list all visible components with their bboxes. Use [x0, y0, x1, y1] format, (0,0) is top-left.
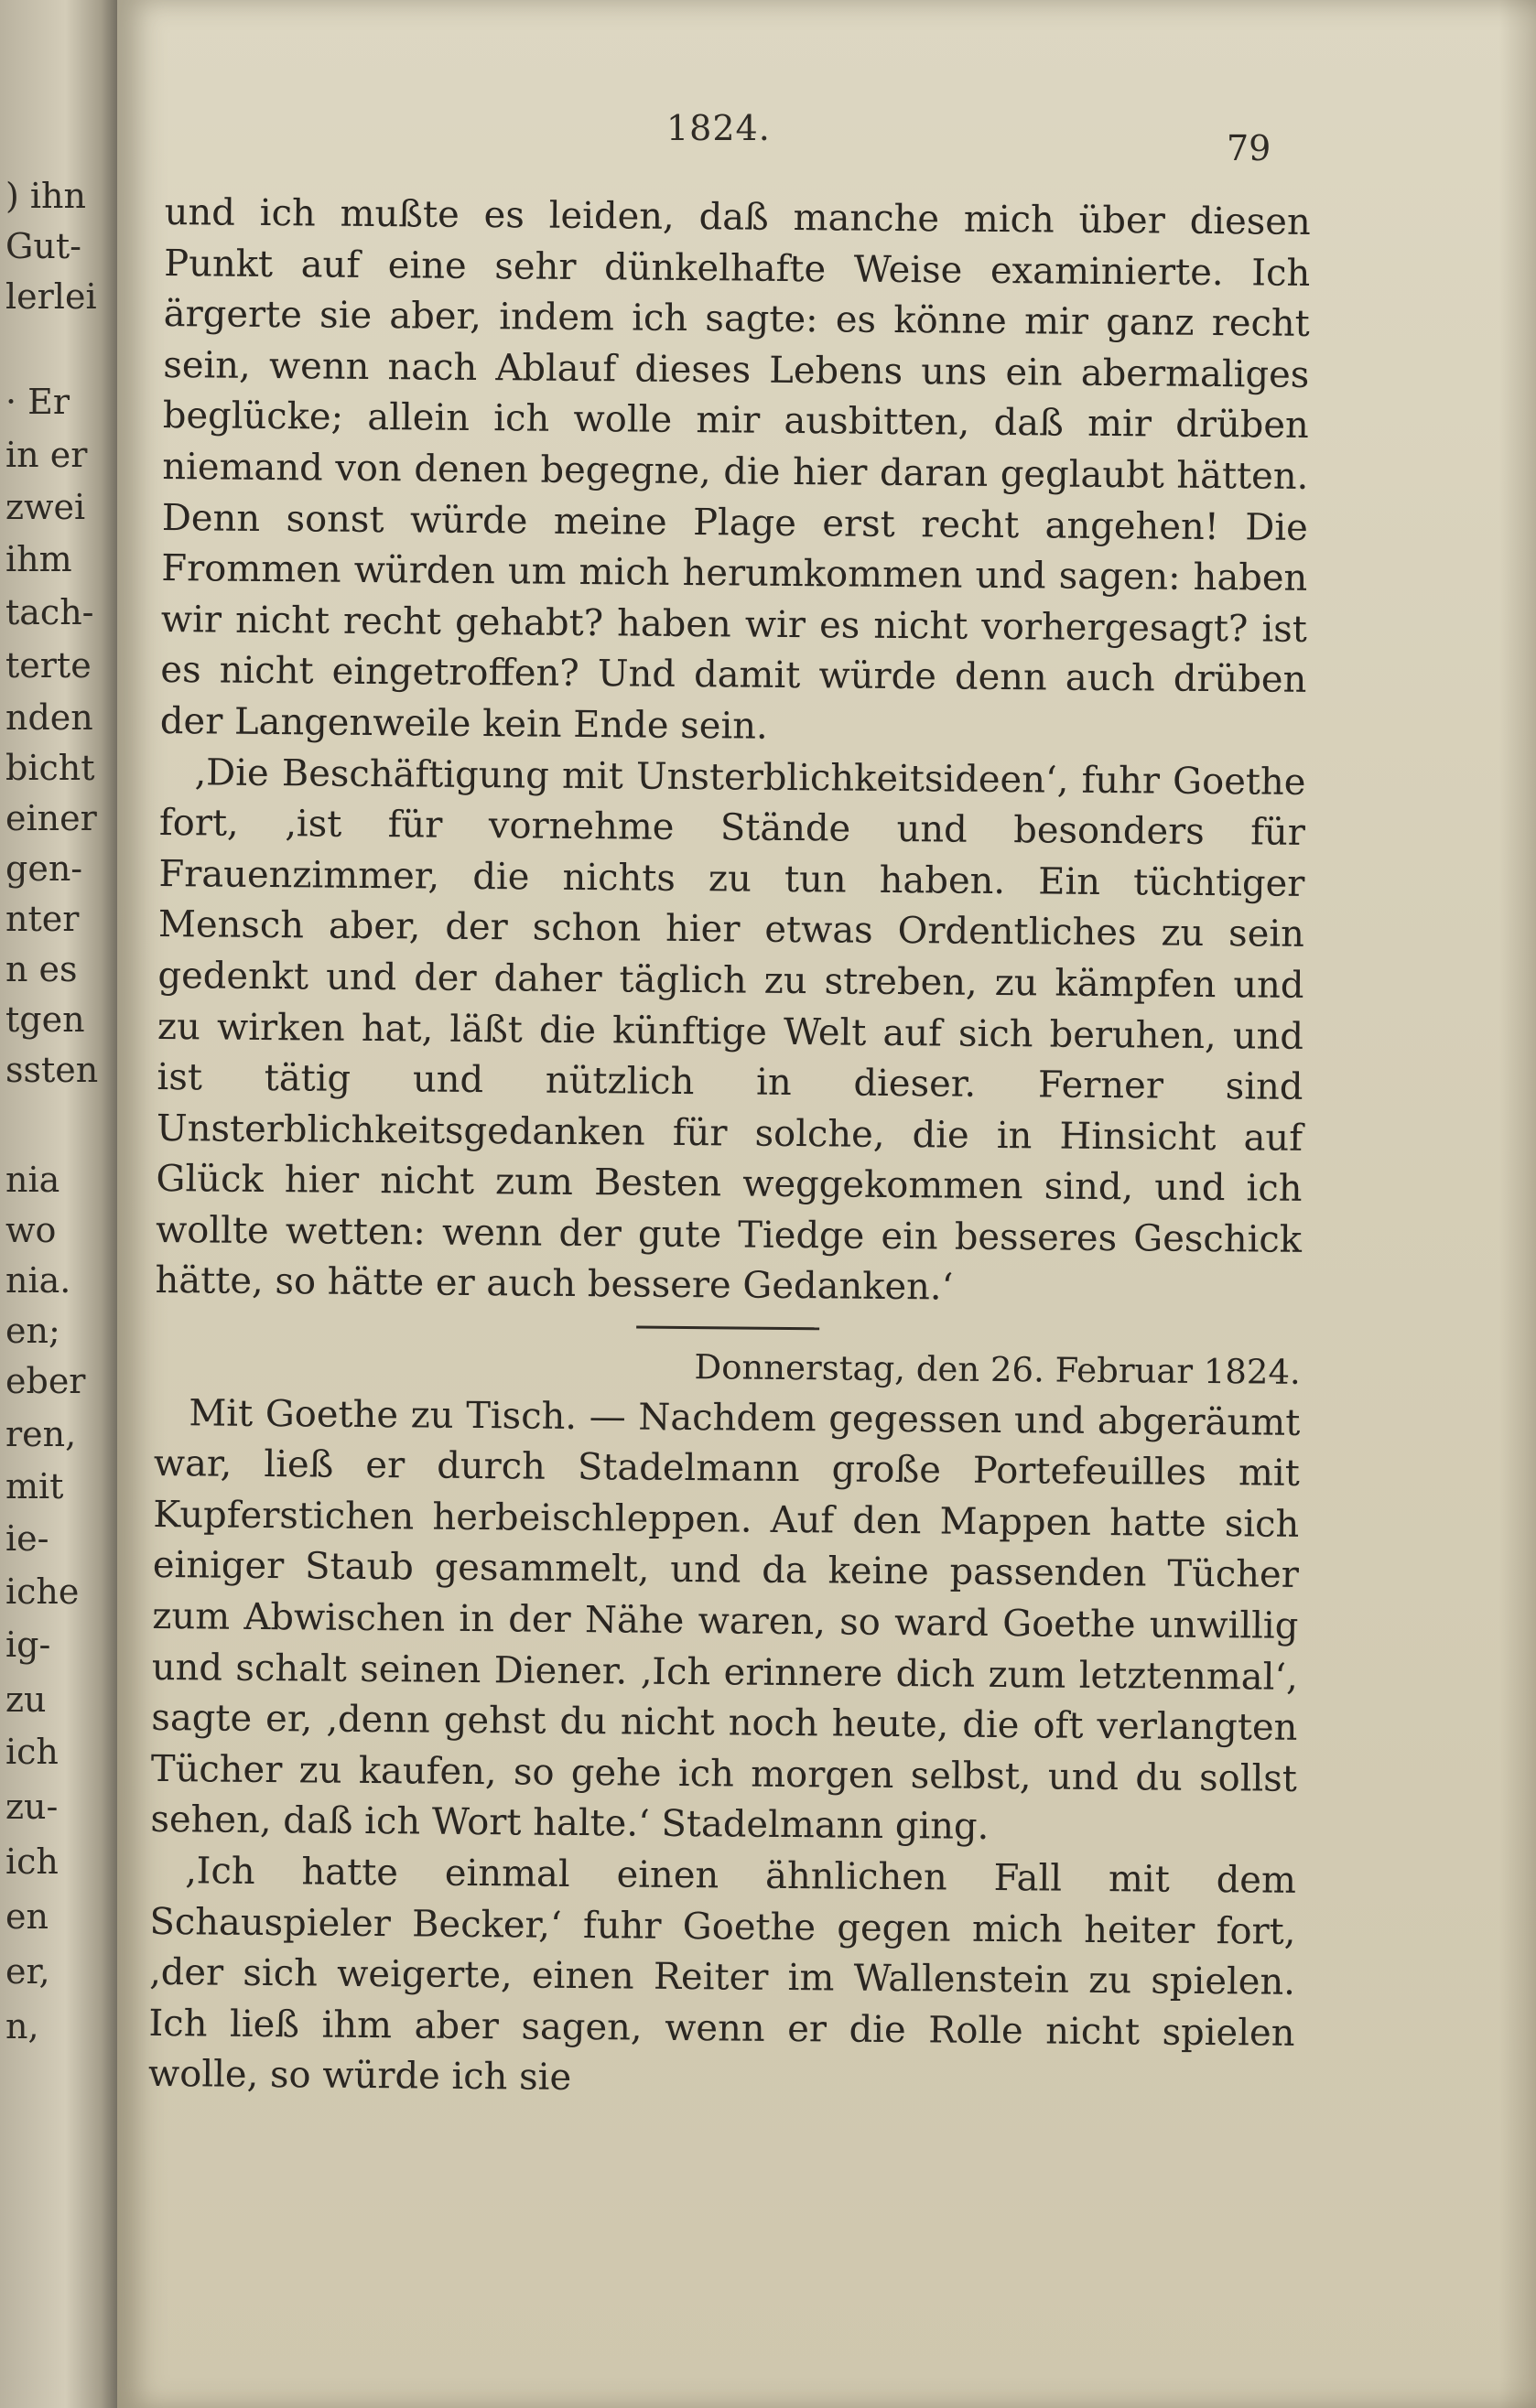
left-page-fragment: ich: [5, 1841, 59, 1882]
left-page-fragment: ren,: [5, 1414, 77, 1454]
left-page-fragment: nden: [5, 697, 93, 738]
body-text: [148, 188, 1311, 2111]
left-page-fragment: nia: [5, 1160, 60, 1200]
book-page: [117, 0, 1536, 2408]
section-divider: [636, 1326, 819, 1331]
left-page-fragment: · Er: [5, 382, 70, 422]
left-page-fragment: n,: [5, 2006, 39, 2046]
left-page-fragment: tgen: [5, 999, 85, 1040]
left-page-fragment: ig-: [5, 1625, 51, 1665]
page-number: 79: [1227, 128, 1271, 168]
left-page-fragment: tach-: [5, 592, 94, 632]
left-page-fragment: zu-: [5, 1787, 59, 1827]
left-page-fragment: gen-: [5, 848, 83, 889]
left-page-fragment: mit: [5, 1466, 64, 1506]
left-page-fragment: n es: [5, 949, 78, 989]
entry-dateline: Donnerstag, den 26. Februar 1824.: [694, 1347, 1301, 1392]
paragraph: ‚Die Beschäftigung mit Unsterblichkeitsideen‘, fuhr Goethe fort, ‚ist für vornehme Stände und besonders für Frauenzimmer, die nichts zu tun haben. Ein tüchtiger Mensch aber, der schon hier etwas Ordentliches zu sein gedenkt und der daher täglich zu streben, zu kämpfen und zu wirken hat, läßt die künftige Welt auf sich beruhen, und ist tätig und nützlich in dieser. Ferner sind Unsterblichkeitsgedanken für solche, die in Hinsicht auf Glück hier nicht zum Besten weggekommen sind, und ich wollte wetten: wenn der gute Tiedge ein besseres Geschick hätte, so hätte er auch bessere Gedanken.‘: [155, 750, 1306, 1310]
paragraph: Mit Goethe zu Tisch. — Nachdem gegessen und abgeräumt war, ließ er durch Stadelmann große Portefeuilles mit Kupferstichen herbeischleppen. Auf den Mappen hatte sich einiger Staub gesammelt, und da keine passenden Tücher zum Abwischen in der Nähe waren, so ward Goethe unwillig und schalt seinen Diener. ‚Ich erinnere dich zum letztenmal‘, sagte er, ‚denn gehst du nicht noch heute, die oft verlangten Tücher zu kaufen, so gehe ich morgen selbst, und du sollst sehen, daß ich Wort halte.‘ Stadelmann ging.: [150, 1391, 1301, 1849]
left-page-fragment: in er: [5, 435, 88, 475]
left-page-fragment: bicht: [5, 748, 95, 788]
left-page-fragment: zwei: [5, 487, 86, 527]
left-page-fragment: ie-: [5, 1518, 49, 1559]
left-page-fragment: en;: [5, 1311, 60, 1351]
left-page-fragment: er,: [5, 1951, 50, 1992]
left-page-fragment: ich: [5, 1732, 59, 1772]
paragraph: und ich mußte es leiden, daß manche mich über diesen Punkt auf eine sehr dünkelhafte Weise examinierte. Ich ärgerte sie aber, indem ich sagte: es könne mir ganz recht sein, wenn nach Ablauf dieses Lebens uns ein abermaliges beglücke; allein ich wolle mir ausbitten, daß mir drüben niemand von denen begegne, die hier daran geglaubt hätten. Denn sonst würde meine Plage erst recht angehen! Die Frommen würden um mich herumkommen und sagen: haben wir nicht recht gehabt? haben wir es nicht vorhergesagt? ist es nicht eingetroffen? Und damit würde denn auch drüben der Langenweile kein Ende sein.: [159, 190, 1311, 748]
left-page-fragment: ) ihn: [5, 176, 87, 216]
left-page-fragment: iche: [5, 1571, 80, 1612]
left-page-fragment: nia.: [5, 1260, 71, 1301]
left-page-fragment: zu: [5, 1679, 47, 1720]
left-page-fragment: lerlei: [5, 276, 97, 317]
left-page-fragment: terte: [5, 645, 92, 686]
left-page-fragment: wo: [5, 1210, 57, 1250]
left-page-fragment: Gut-: [5, 226, 81, 266]
left-page-fragment: ihm: [5, 539, 72, 579]
paragraph: ‚Ich hatte einmal einen ähnlichen Fall mit dem Schauspieler Becker,‘ fuhr Goethe gegen mich heiter fort, ‚der sich weigerte, einen Reiter im Wallenstein zu spielen. Ich ließ ihm aber sagen, wenn er die Rolle nicht spielen wolle, so würde ich sie: [147, 1850, 1297, 2100]
running-head-year: 1824.: [666, 108, 771, 148]
left-page-fragment: ssten: [5, 1050, 99, 1090]
left-page-fragment: einer: [5, 798, 97, 838]
left-page-fragment: en: [5, 1896, 49, 1937]
left-page-fragment: nter: [5, 899, 80, 939]
left-page-fragment: eber: [5, 1361, 86, 1401]
left-page-edge: [0, 0, 119, 2408]
